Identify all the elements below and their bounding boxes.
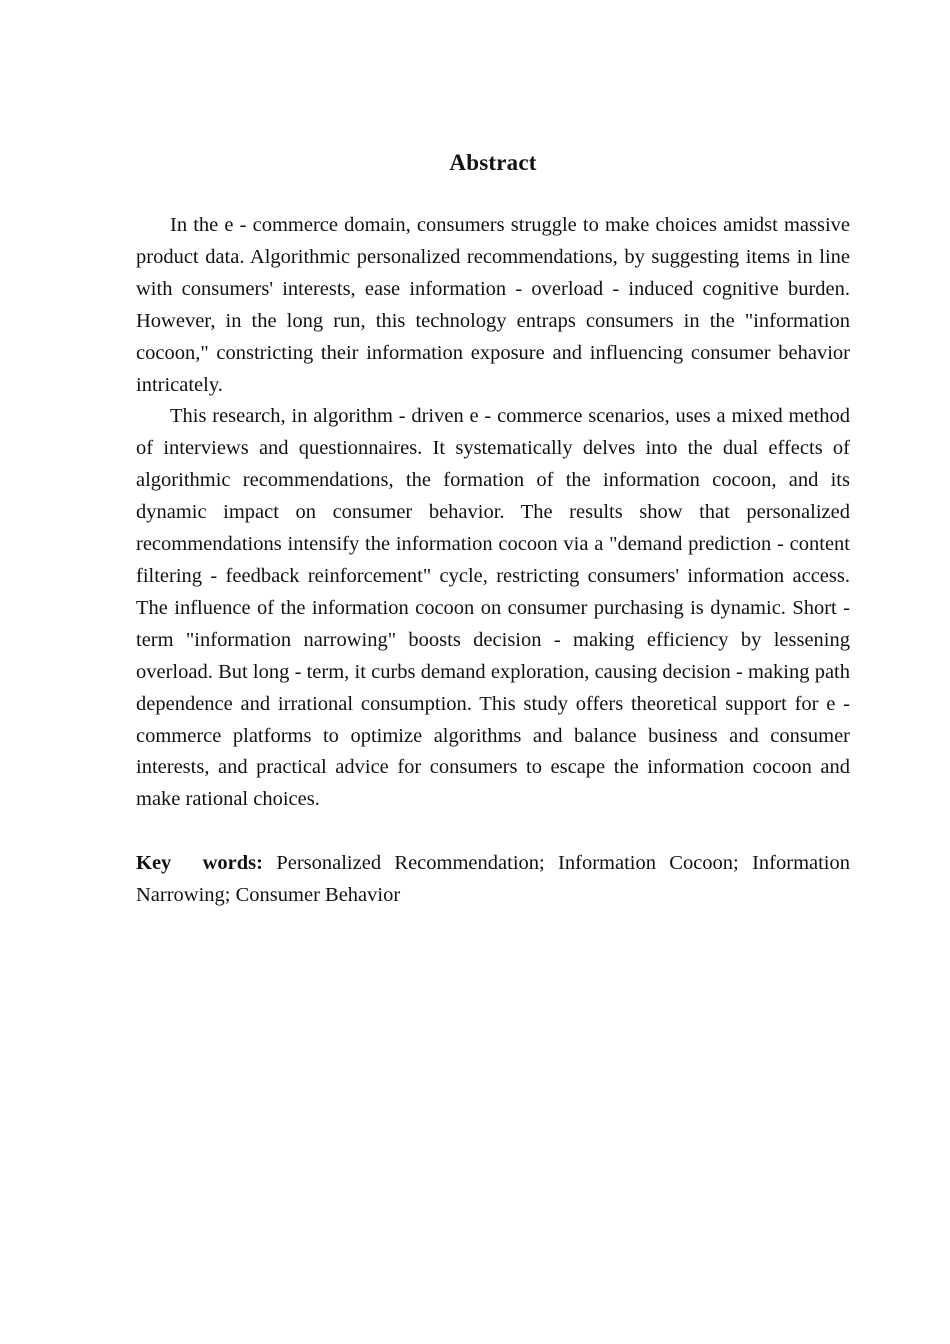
- abstract-paragraph-2: This research, in algorithm - driven e - commerce scenarios, uses a mixed method of interviews and questionnaires. It systematically delves into the dual effects of algorithmic recommendations, the formation of the information cocoon, and its dynamic impact on consumer behavior. The results show that personalized recommendations intensify the information cocoon via a "demand prediction - content filtering - feedback reinforcement" cycle, restricting consumers' information access. The influence of the information cocoon on consumer purchasing is dynamic. Short - term "information narrowing" boosts decision - making efficiency by lessening overload. But long - term, it curbs demand exploration, causing decision - making path dependence and irrational consumption. This study offers theoretical support for e - commerce platforms to optimize algorithms and balance business and consumer interests, and practical advice for consumers to escape the information cocoon and make rational choices.: [136, 405, 850, 811]
- keywords-label: Key words:: [136, 852, 263, 875]
- keywords-list: Personalized Recommendation; Information Cocoon; Information Narrowing; Consumer Behavior: [136, 852, 851, 907]
- abstract-page: [136, 146, 850, 912]
- keywords-line: [136, 848, 850, 912]
- abstract-paragraph-1: In the e - commerce domain, consumers struggle to make choices amidst massive product data. Algorithmic personalized recommendations, by suggesting items in line with consumers' interests, ease information - overload - induced cognitive burden. However, in the long run, this technology entraps consumers in the "information cocoon," constricting their information exposure and influencing consumer behavior intricately.: [136, 214, 850, 396]
- abstract-title: Abstract: [449, 150, 537, 175]
